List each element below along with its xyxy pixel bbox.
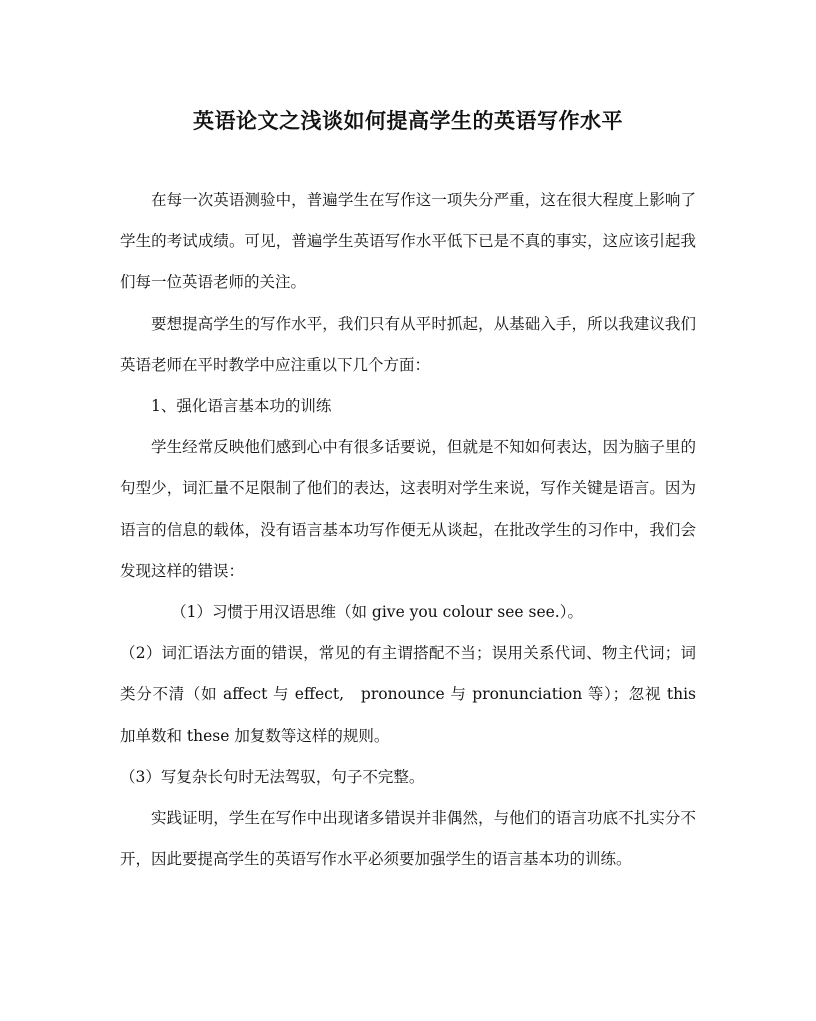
paragraph-conclusion: 实践证明，学生在写作中出现诸多错误并非偶然，与他们的语言功底不扎实分不开，因此要提高学生的英语写作水平必须要加强学生的语言基本功的训练。 — [120, 809, 696, 869]
document-title: 英语论文之浅谈如何提高学生的英语写作水平 — [193, 108, 623, 133]
section-heading: 1、强化语言基本功的训练 — [151, 397, 332, 416]
paragraph-problem: 学生经常反映他们感到心中有很多话要说，但就是不知如何表达，因为脑子里的句型少，词汇量不足限制了他们的表达，这表明对学生来说，写作关键是语言。因为语言的信息的载体，没有语言基本功写作便无从谈起，在批改学生的习作中，我们会发现这样的错误： — [120, 438, 696, 580]
list-item-1: （1）习惯于用汉语思维（如 give you colour see see.）。 — [171, 603, 583, 622]
paragraph-suggestion: 要想提高学生的写作水平，我们只有从平时抓起，从基础入手，所以我建议我们英语老师在平时教学中应注重以下几个方面： — [120, 314, 696, 374]
document-body — [120, 180, 696, 880]
list-item-2: （2）词汇语法方面的错误，常见的有主谓搭配不当；误用关系代词、物主代词；词类分不清（如 affect 与 effect, pronounce 与 pronunciation 等）；忽视 this 加单数和 these 加复数等这样的规则。 — [120, 644, 696, 745]
paragraph-intro: 在每一次英语测验中，普遍学生在写作这一项失分严重，这在很大程度上影响了学生的考试成绩。可见，普遍学生英语写作水平低下已是不真的事实，这应该引起我们每一位英语老师的关注。 — [120, 191, 696, 292]
list-item-3: （3）写复杂长句时无法驾驭，句子不完整。 — [120, 767, 425, 786]
